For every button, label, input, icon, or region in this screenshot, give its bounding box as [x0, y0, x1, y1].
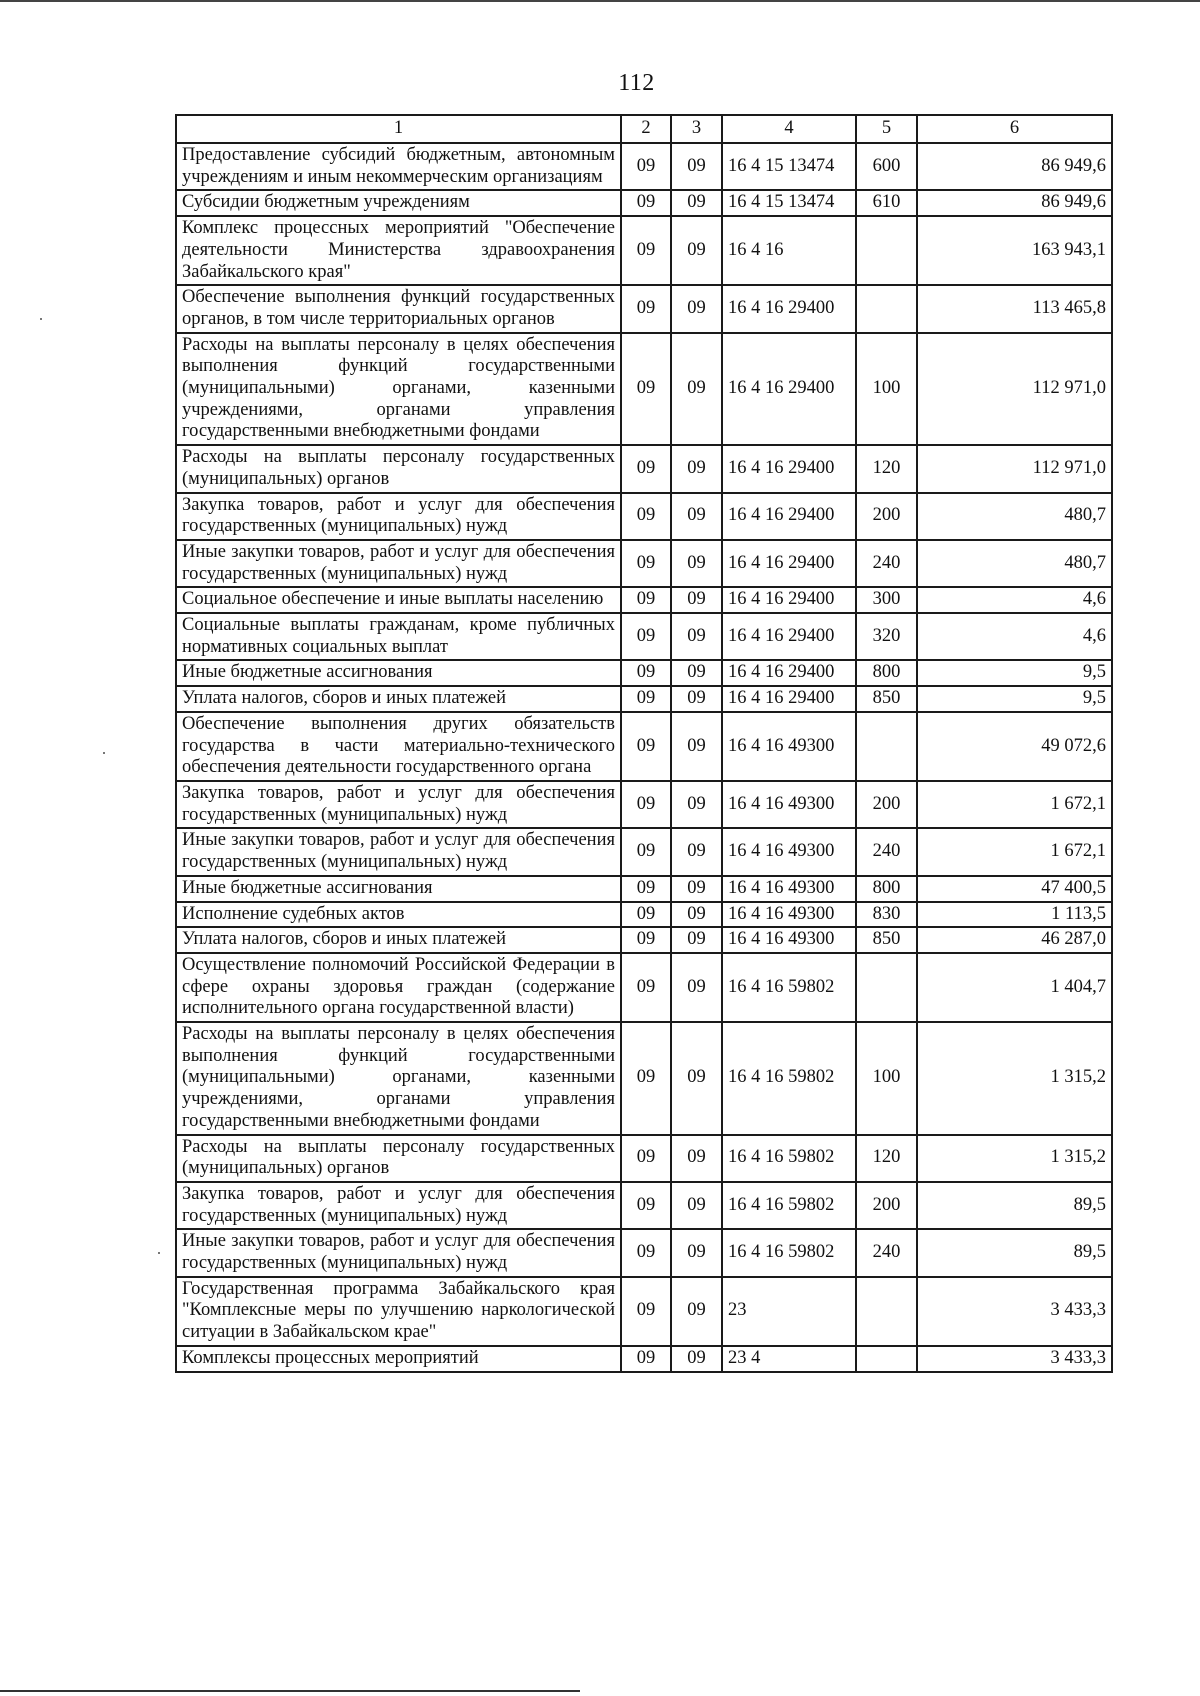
table-row	[176, 493, 1112, 540]
row-name-cell: Уплата налогов, сборов и иных платежей	[176, 927, 621, 953]
row-section-cell: 09	[671, 445, 722, 492]
row-name-cell: Обеспечение выполнения функций государственных органов, в том числе территориальных органов	[176, 285, 621, 332]
row-target-code-cell: 16 4 16 59802	[722, 1229, 856, 1276]
row-expense-type-cell: 100	[856, 333, 917, 446]
row-section-cell: 09	[671, 587, 722, 613]
row-name-cell: Субсидии бюджетным учреждениям	[176, 190, 621, 216]
row-amount-cell: 113 465,8	[917, 285, 1112, 332]
table-row	[176, 902, 1112, 928]
row-amount-cell: 112 971,0	[917, 445, 1112, 492]
row-expense-type-cell	[856, 1277, 917, 1346]
row-section-cell: 09	[671, 1182, 722, 1229]
row-name-cell: Обеспечение выполнения других обязательств государства в части материально-технического обеспечения деятельности государственного органа	[176, 712, 621, 781]
table-row	[176, 285, 1112, 332]
row-expense-type-cell: 850	[856, 686, 917, 712]
row-chapter-cell: 09	[621, 190, 671, 216]
row-chapter-cell: 09	[621, 333, 671, 446]
row-amount-cell: 1 315,2	[917, 1135, 1112, 1182]
page-number: 112	[618, 70, 655, 96]
scan-speck	[103, 752, 105, 754]
row-expense-type-cell: 120	[856, 1135, 917, 1182]
row-chapter-cell: 09	[621, 781, 671, 828]
row-section-cell: 09	[671, 781, 722, 828]
row-section-cell: 09	[671, 953, 722, 1022]
row-expense-type-cell	[856, 953, 917, 1022]
row-name-cell: Иные закупки товаров, работ и услуг для обеспечения государственных (муниципальных) нужд	[176, 540, 621, 587]
row-target-code-cell: 16 4 16 59802	[722, 1182, 856, 1229]
table-row	[176, 445, 1112, 492]
row-expense-type-cell: 200	[856, 781, 917, 828]
row-section-cell: 09	[671, 1135, 722, 1182]
row-chapter-cell: 09	[621, 953, 671, 1022]
row-name-cell: Государственная программа Забайкальского края "Комплексные меры по улучшению наркологической ситуации в Забайкальском крае"	[176, 1277, 621, 1346]
table-row	[176, 876, 1112, 902]
row-chapter-cell: 09	[621, 660, 671, 686]
scan-speck	[158, 1252, 160, 1254]
row-name-cell: Иные закупки товаров, работ и услуг для обеспечения государственных (муниципальных) нужд	[176, 828, 621, 875]
row-target-code-cell: 16 4 16 49300	[722, 876, 856, 902]
table-row	[176, 1182, 1112, 1229]
row-expense-type-cell: 600	[856, 143, 917, 190]
row-amount-cell: 49 072,6	[917, 712, 1112, 781]
table-row	[176, 587, 1112, 613]
table-row	[176, 1277, 1112, 1346]
row-expense-type-cell	[856, 216, 917, 285]
row-target-code-cell: 16 4 16 49300	[722, 902, 856, 928]
row-expense-type-cell: 100	[856, 1022, 917, 1135]
row-expense-type-cell: 240	[856, 828, 917, 875]
row-chapter-cell: 09	[621, 1182, 671, 1229]
row-amount-cell: 1 113,5	[917, 902, 1112, 928]
row-name-cell: Предоставление субсидий бюджетным, автономным учреждениям и иным некоммерческим организациям	[176, 143, 621, 190]
row-target-code-cell: 16 4 15 13474	[722, 190, 856, 216]
row-target-code-cell: 16 4 16 29400	[722, 285, 856, 332]
column-header: 5	[856, 115, 917, 143]
row-section-cell: 09	[671, 927, 722, 953]
row-target-code-cell: 16 4 16 59802	[722, 1135, 856, 1182]
row-expense-type-cell	[856, 712, 917, 781]
row-amount-cell: 3 433,3	[917, 1277, 1112, 1346]
scan-edge-bottom	[0, 1690, 580, 1692]
table-row	[176, 540, 1112, 587]
row-section-cell: 09	[671, 876, 722, 902]
row-section-cell: 09	[671, 902, 722, 928]
row-expense-type-cell	[856, 285, 917, 332]
row-target-code-cell: 16 4 16 29400	[722, 445, 856, 492]
row-chapter-cell: 09	[621, 285, 671, 332]
row-amount-cell: 86 949,6	[917, 190, 1112, 216]
row-target-code-cell: 16 4 16 29400	[722, 660, 856, 686]
row-expense-type-cell: 200	[856, 493, 917, 540]
row-section-cell: 09	[671, 190, 722, 216]
row-target-code-cell: 16 4 15 13474	[722, 143, 856, 190]
row-name-cell: Расходы на выплаты персоналу в целях обеспечения выполнения функций государственными (муниципальными) органами, казенными учреждениями, органами управления государственными внебюджетными фондами	[176, 333, 621, 446]
row-expense-type-cell: 800	[856, 660, 917, 686]
row-expense-type-cell: 240	[856, 1229, 917, 1276]
column-header: 2	[621, 115, 671, 143]
row-name-cell: Уплата налогов, сборов и иных платежей	[176, 686, 621, 712]
column-header: 6	[917, 115, 1112, 143]
row-name-cell: Комплекс процессных мероприятий "Обеспечение деятельности Министерства здравоохранения Забайкальского края"	[176, 216, 621, 285]
row-target-code-cell: 16 4 16 59802	[722, 1022, 856, 1135]
column-header: 1	[176, 115, 621, 143]
row-target-code-cell: 16 4 16 29400	[722, 613, 856, 660]
budget-table	[175, 114, 1113, 1373]
row-target-code-cell: 16 4 16	[722, 216, 856, 285]
row-target-code-cell: 16 4 16 49300	[722, 712, 856, 781]
table-row	[176, 216, 1112, 285]
row-amount-cell: 4,6	[917, 613, 1112, 660]
row-section-cell: 09	[671, 613, 722, 660]
row-amount-cell: 1 672,1	[917, 781, 1112, 828]
row-name-cell: Осуществление полномочий Российской Федерации в сфере охраны здоровья граждан (содержание исполнительного органа государственной власти)	[176, 953, 621, 1022]
row-section-cell: 09	[671, 828, 722, 875]
row-chapter-cell: 09	[621, 1229, 671, 1276]
row-amount-cell: 9,5	[917, 686, 1112, 712]
table-row	[176, 953, 1112, 1022]
row-target-code-cell: 16 4 16 49300	[722, 781, 856, 828]
table-row	[176, 1135, 1112, 1182]
row-section-cell: 09	[671, 1346, 722, 1372]
row-chapter-cell: 09	[621, 1277, 671, 1346]
row-expense-type-cell	[856, 1346, 917, 1372]
scan-speck	[40, 318, 42, 320]
row-amount-cell: 4,6	[917, 587, 1112, 613]
table-row	[176, 333, 1112, 446]
row-section-cell: 09	[671, 686, 722, 712]
row-amount-cell: 480,7	[917, 493, 1112, 540]
row-name-cell: Социальные выплаты гражданам, кроме публичных нормативных социальных выплат	[176, 613, 621, 660]
row-chapter-cell: 09	[621, 1135, 671, 1182]
row-target-code-cell: 23 4	[722, 1346, 856, 1372]
row-section-cell: 09	[671, 285, 722, 332]
row-name-cell: Закупка товаров, работ и услуг для обеспечения государственных (муниципальных) нужд	[176, 1182, 621, 1229]
row-target-code-cell: 16 4 16 29400	[722, 587, 856, 613]
table-row	[176, 1022, 1112, 1135]
row-chapter-cell: 09	[621, 216, 671, 285]
row-target-code-cell: 16 4 16 59802	[722, 953, 856, 1022]
row-amount-cell: 1 404,7	[917, 953, 1112, 1022]
row-expense-type-cell: 240	[856, 540, 917, 587]
table-row	[176, 613, 1112, 660]
row-amount-cell: 1 672,1	[917, 828, 1112, 875]
row-expense-type-cell: 610	[856, 190, 917, 216]
table-body	[176, 143, 1112, 1372]
row-expense-type-cell: 320	[856, 613, 917, 660]
row-target-code-cell: 16 4 16 49300	[722, 828, 856, 875]
row-target-code-cell: 16 4 16 29400	[722, 333, 856, 446]
row-amount-cell: 89,5	[917, 1229, 1112, 1276]
table-row	[176, 927, 1112, 953]
column-header: 3	[671, 115, 722, 143]
table-row	[176, 1229, 1112, 1276]
row-chapter-cell: 09	[621, 540, 671, 587]
row-expense-type-cell: 800	[856, 876, 917, 902]
row-target-code-cell: 16 4 16 29400	[722, 493, 856, 540]
row-chapter-cell: 09	[621, 493, 671, 540]
row-section-cell: 09	[671, 712, 722, 781]
row-section-cell: 09	[671, 333, 722, 446]
row-expense-type-cell: 200	[856, 1182, 917, 1229]
row-section-cell: 09	[671, 660, 722, 686]
row-amount-cell: 46 287,0	[917, 927, 1112, 953]
row-chapter-cell: 09	[621, 902, 671, 928]
row-section-cell: 09	[671, 1229, 722, 1276]
row-name-cell: Иные закупки товаров, работ и услуг для обеспечения государственных (муниципальных) нужд	[176, 1229, 621, 1276]
table-row	[176, 712, 1112, 781]
row-section-cell: 09	[671, 493, 722, 540]
row-chapter-cell: 09	[621, 712, 671, 781]
row-amount-cell: 47 400,5	[917, 876, 1112, 902]
table-row	[176, 828, 1112, 875]
row-name-cell: Социальное обеспечение и иные выплаты населению	[176, 587, 621, 613]
row-target-code-cell: 16 4 16 49300	[722, 927, 856, 953]
table-row	[176, 660, 1112, 686]
row-amount-cell: 480,7	[917, 540, 1112, 587]
row-chapter-cell: 09	[621, 927, 671, 953]
row-target-code-cell: 16 4 16 29400	[722, 540, 856, 587]
row-chapter-cell: 09	[621, 613, 671, 660]
row-section-cell: 09	[671, 1277, 722, 1346]
row-section-cell: 09	[671, 216, 722, 285]
row-target-code-cell: 23	[722, 1277, 856, 1346]
table-row	[176, 190, 1112, 216]
row-section-cell: 09	[671, 143, 722, 190]
column-header: 4	[722, 115, 856, 143]
row-section-cell: 09	[671, 1022, 722, 1135]
row-chapter-cell: 09	[621, 1346, 671, 1372]
table-row	[176, 686, 1112, 712]
row-chapter-cell: 09	[621, 143, 671, 190]
row-chapter-cell: 09	[621, 1022, 671, 1135]
table-row	[176, 1346, 1112, 1372]
row-name-cell: Расходы на выплаты персоналу государственных (муниципальных) органов	[176, 445, 621, 492]
row-expense-type-cell: 300	[856, 587, 917, 613]
row-amount-cell: 9,5	[917, 660, 1112, 686]
row-amount-cell: 1 315,2	[917, 1022, 1112, 1135]
row-name-cell: Исполнение судебных актов	[176, 902, 621, 928]
row-amount-cell: 86 949,6	[917, 143, 1112, 190]
row-expense-type-cell: 850	[856, 927, 917, 953]
row-name-cell: Закупка товаров, работ и услуг для обеспечения государственных (муниципальных) нужд	[176, 493, 621, 540]
row-name-cell: Закупка товаров, работ и услуг для обеспечения государственных (муниципальных) нужд	[176, 781, 621, 828]
row-expense-type-cell: 830	[856, 902, 917, 928]
row-amount-cell: 112 971,0	[917, 333, 1112, 446]
row-name-cell: Иные бюджетные ассигнования	[176, 660, 621, 686]
row-section-cell: 09	[671, 540, 722, 587]
row-name-cell: Комплексы процессных мероприятий	[176, 1346, 621, 1372]
table-header-row	[176, 115, 1112, 143]
row-chapter-cell: 09	[621, 587, 671, 613]
row-target-code-cell: 16 4 16 29400	[722, 686, 856, 712]
row-chapter-cell: 09	[621, 445, 671, 492]
row-chapter-cell: 09	[621, 828, 671, 875]
table-row	[176, 143, 1112, 190]
row-name-cell: Иные бюджетные ассигнования	[176, 876, 621, 902]
row-amount-cell: 163 943,1	[917, 216, 1112, 285]
scan-edge-top	[0, 0, 1200, 2]
row-name-cell: Расходы на выплаты персоналу государственных (муниципальных) органов	[176, 1135, 621, 1182]
table-row	[176, 781, 1112, 828]
row-amount-cell: 89,5	[917, 1182, 1112, 1229]
row-amount-cell: 3 433,3	[917, 1346, 1112, 1372]
row-chapter-cell: 09	[621, 876, 671, 902]
row-name-cell: Расходы на выплаты персоналу в целях обеспечения выполнения функций государственными (муниципальными) органами, казенными учреждениями, органами управления государственными внебюджетными фондами	[176, 1022, 621, 1135]
row-chapter-cell: 09	[621, 686, 671, 712]
row-expense-type-cell: 120	[856, 445, 917, 492]
